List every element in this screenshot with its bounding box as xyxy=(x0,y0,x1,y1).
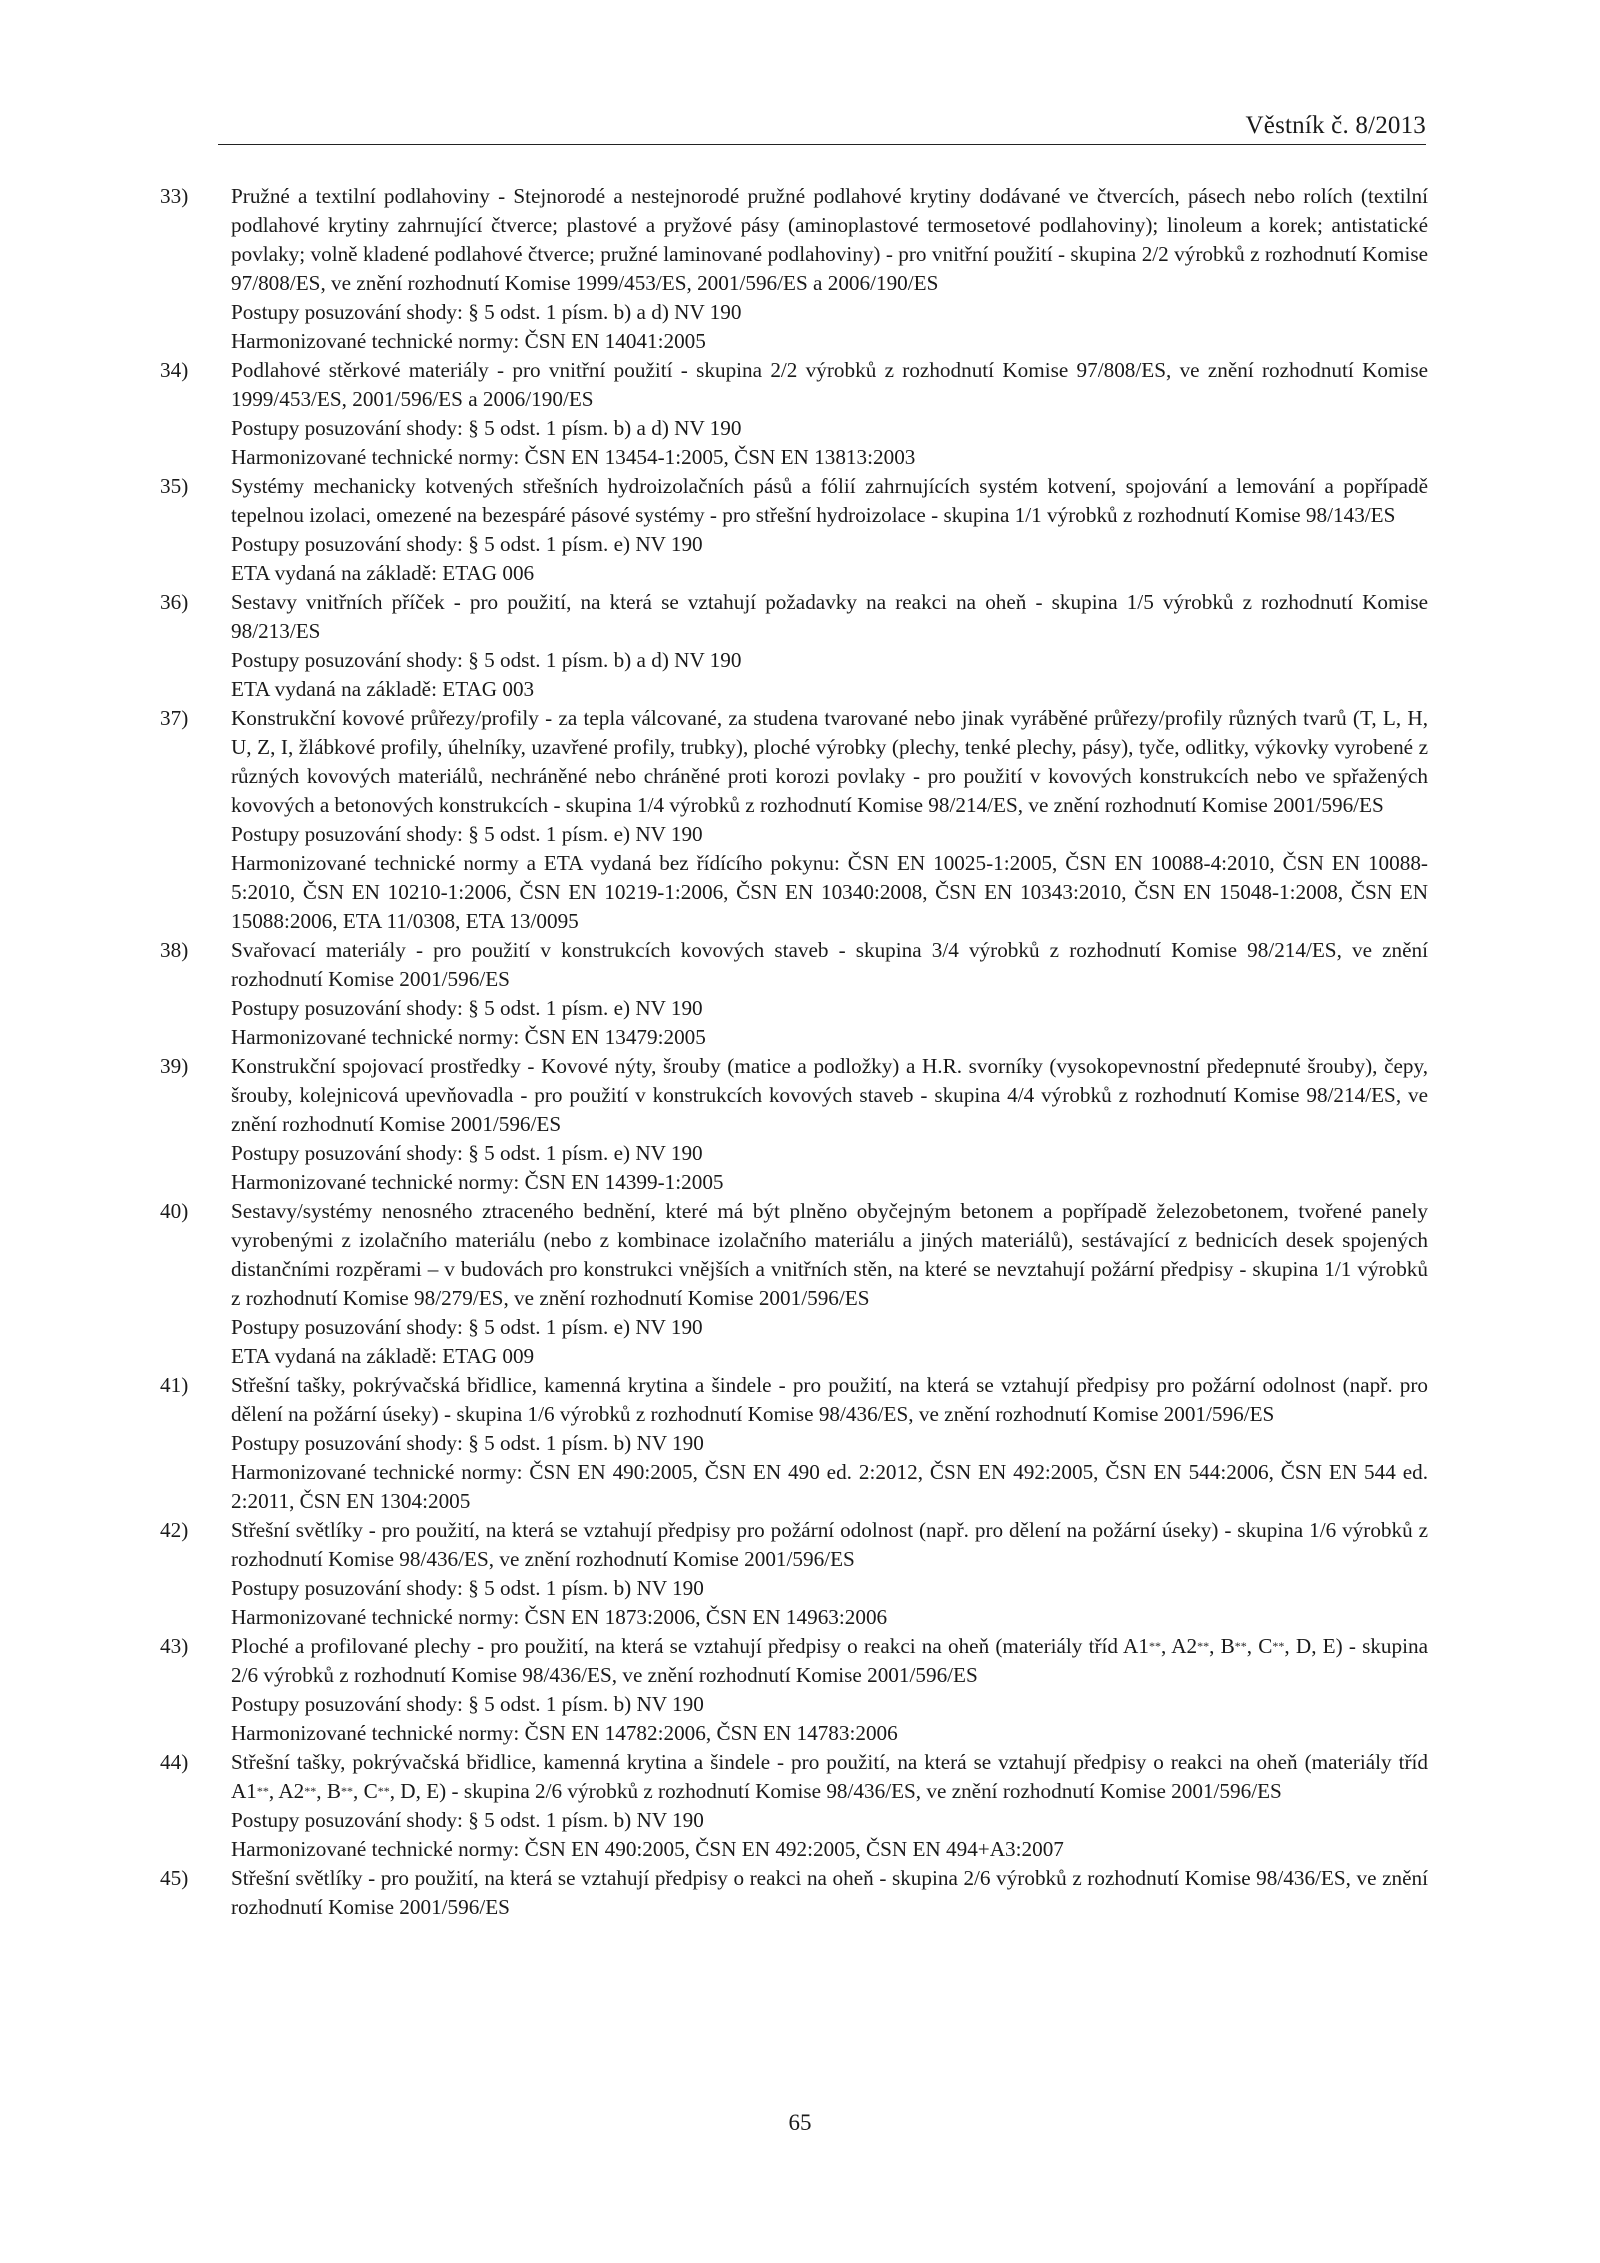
conformity-procedure: Postupy posuzování shody: § 5 odst. 1 písm. e) NV 190 xyxy=(231,532,703,556)
standards-reference: ETA vydaná na základě: ETAG 003 xyxy=(231,677,535,701)
conformity-procedure: Postupy posuzování shody: § 5 odst. 1 písm. b) NV 190 xyxy=(231,1692,704,1716)
item-number: 34) xyxy=(160,358,189,382)
conformity-procedure: Postupy posuzování shody: § 5 odst. 1 písm. b) a d) NV 190 xyxy=(231,648,742,672)
standards-reference: Harmonizované technické normy: ČSN EN 14041:2005 xyxy=(231,329,706,353)
conformity-procedure: Postupy posuzování shody: § 5 odst. 1 písm. b) NV 190 xyxy=(231,1576,704,1600)
list-item xyxy=(160,1516,1428,1632)
standards-reference: Harmonizované technické normy: ČSN EN 490:2005, ČSN EN 492:2005, ČSN EN 494+A3:2007 xyxy=(231,1837,1064,1861)
list-item xyxy=(160,1864,1428,1922)
standards-reference: Harmonizované technické normy: ČSN EN 14399-1:2005 xyxy=(231,1170,724,1194)
conformity-procedure: Postupy posuzování shody: § 5 odst. 1 písm. b) a d) NV 190 xyxy=(231,300,742,324)
list-item xyxy=(160,182,1428,356)
item-description: Střešní tašky, pokrývačská břidlice, kamenná krytina a šindele - pro použití, na která se vztahují předpisy pro požární odolnost (např. pro dělení na požární úseky) - skupina 1/6 výrobků z rozhodnutí Komise 98/436/ES, ve znění rozhodnutí Komise 2001/596/ES xyxy=(231,1373,1428,1426)
item-description: Konstrukční spojovací prostředky - Kovové nýty, šrouby (matice a podložky) a H.R. svorníky (vysokopevnostní předepnuté šrouby), čepy, šrouby, kolejnicová upevňovadla - pro použití v konstrukcích kovových staveb - skupina 4/4 výrobků z rozhodnutí Komise 98/214/ES, ve znění rozhodnutí Komise 2001/596/ES xyxy=(231,1054,1428,1136)
standards-reference: Harmonizované technické normy a ETA vydaná bez řídícího pokynu: ČSN EN 10025-1:2005, ČSN EN 10088-4:2010, ČSN EN 10088-5:2010, ČSN EN 10210-1:2006, ČSN EN 10219-1:2006, ČSN EN 10340:2008, ČSN EN 10343:2010, ČSN EN 15048-1:2008, ČSN EN 15088:2006, ETA 11/0308, ETA 13/0095 xyxy=(231,851,1428,933)
item-number: 40) xyxy=(160,1199,189,1223)
item-list xyxy=(160,182,1428,1922)
journal-title: Věstník č. 8/2013 xyxy=(1245,112,1426,139)
conformity-procedure: Postupy posuzování shody: § 5 odst. 1 písm. b) NV 190 xyxy=(231,1431,704,1455)
item-number: 37) xyxy=(160,706,189,730)
item-number: 41) xyxy=(160,1373,189,1397)
item-number: 38) xyxy=(160,938,189,962)
list-item xyxy=(160,588,1428,704)
item-description: Střešní světlíky - pro použití, na která se vztahují předpisy o reakci na oheň - skupina 2/6 výrobků z rozhodnutí Komise 98/436/ES, ve znění rozhodnutí Komise 2001/596/ES xyxy=(231,1866,1428,1919)
list-item xyxy=(160,1748,1428,1864)
item-description: Konstrukční kovové průřezy/profily - za tepla válcované, za studena tvarované nebo jinak vyráběné průřezy/profily různých tvarů (T, L, H, U, Z, I, žlábkové profily, úhelníky, uzavřené profily, trubky), ploché výrobky (plechy, tenké plechy, pásy), tyče, odlitky, výkovky vyrobené z různých kovových materiálů, nechráněné nebo chráněné proti korozi povlaky - pro použití v kovových konstrukcích nebo ve spřažených kovových a betonových konstrukcích - skupina 1/4 výrobků z rozhodnutí Komise 98/214/ES, ve znění rozhodnutí Komise 2001/596/ES xyxy=(231,706,1428,817)
item-description: Střešní světlíky - pro použití, na která se vztahují předpisy pro požární odolnost (např. pro dělení na požární úseky) - skupina 1/6 výrobků z rozhodnutí Komise 98/436/ES, ve znění rozhodnutí Komise 2001/596/ES xyxy=(231,1518,1428,1571)
standards-reference: Harmonizované technické normy: ČSN EN 14782:2006, ČSN EN 14783:2006 xyxy=(231,1721,898,1745)
list-item xyxy=(160,704,1428,936)
item-description: Střešní tašky, pokrývačská břidlice, kamenná krytina a šindele - pro použití, na která se vztahují předpisy o reakci na oheň (materiály tříd A1**, A2**, B**, C**, D, E) - skupina 2/6 výrobků z rozhodnutí Komise 98/436/ES, ve znění rozhodnutí Komise 2001/596/ES xyxy=(231,1750,1428,1803)
list-item xyxy=(160,1197,1428,1371)
conformity-procedure: Postupy posuzování shody: § 5 odst. 1 písm. e) NV 190 xyxy=(231,996,703,1020)
standards-reference: Harmonizované technické normy: ČSN EN 490:2005, ČSN EN 490 ed. 2:2012, ČSN EN 492:2005, ČSN EN 544:2006, ČSN EN 544 ed. 2:2011, ČSN EN 1304:2005 xyxy=(231,1460,1428,1513)
conformity-procedure: Postupy posuzování shody: § 5 odst. 1 písm. e) NV 190 xyxy=(231,822,703,846)
item-description: Sestavy/systémy nenosného ztraceného bednění, které má být plněno obyčejným betonem a popřípadě železobetonem, tvořené panely vyrobenými z izolačního materiálu (nebo z kombinace izolačního materiálu a jiných materiálů), sestávající z bednicích desek spojených distančními rozpěrami – v budovách pro konstrukci vnějších a vnitřních stěn, na které se nevztahují požární předpisy - skupina 1/1 výrobků z rozhodnutí Komise 98/279/ES, ve znění rozhodnutí Komise 2001/596/ES xyxy=(231,1199,1428,1310)
item-number: 42) xyxy=(160,1518,189,1542)
conformity-procedure: Postupy posuzování shody: § 5 odst. 1 písm. e) NV 190 xyxy=(231,1315,703,1339)
item-description: Pružné a textilní podlahoviny - Stejnorodé a nestejnorodé pružné podlahové krytiny dodávané ve čtvercích, pásech nebo rolích (textilní podlahové krytiny zahrnující čtverce; plastové a pryžové pásy (aminoplastové termosetové podlahoviny); linoleum a korek; antistatické povlaky; volně kladené podlahové čtverce; pružné laminované podlahoviny) - pro vnitřní použití - skupina 2/2 výrobků z rozhodnutí Komise 97/808/ES, ve znění rozhodnutí Komise 1999/453/ES, 2001/596/ES a 2006/190/ES xyxy=(231,184,1428,295)
standards-reference: Harmonizované technické normy: ČSN EN 1873:2006, ČSN EN 14963:2006 xyxy=(231,1605,888,1629)
page-header xyxy=(218,110,1426,145)
list-item xyxy=(160,472,1428,588)
item-number: 45) xyxy=(160,1866,189,1890)
item-number: 39) xyxy=(160,1054,189,1078)
conformity-procedure: Postupy posuzování shody: § 5 odst. 1 písm. b) NV 190 xyxy=(231,1808,704,1832)
item-number: 36) xyxy=(160,590,189,614)
item-description: Podlahové stěrkové materiály - pro vnitřní použití - skupina 2/2 výrobků z rozhodnutí Komise 97/808/ES, ve znění rozhodnutí Komise 1999/453/ES, 2001/596/ES a 2006/190/ES xyxy=(231,358,1428,411)
standards-reference: Harmonizované technické normy: ČSN EN 13454-1:2005, ČSN EN 13813:2003 xyxy=(231,445,916,469)
item-description: Ploché a profilované plechy - pro použití, na která se vztahují předpisy o reakci na oheň (materiály tříd A1**, A2**, B**, C**, D, E) - skupina 2/6 výrobků z rozhodnutí Komise 98/436/ES, ve znění rozhodnutí Komise 2001/596/ES xyxy=(231,1634,1429,1687)
list-item xyxy=(160,356,1428,472)
standards-reference: Harmonizované technické normy: ČSN EN 13479:2005 xyxy=(231,1025,706,1049)
item-description: Svařovací materiály - pro použití v konstrukcích kovových staveb - skupina 3/4 výrobků z rozhodnutí Komise 98/214/ES, ve znění rozhodnutí Komise 2001/596/ES xyxy=(231,938,1428,991)
conformity-procedure: Postupy posuzování shody: § 5 odst. 1 písm. b) a d) NV 190 xyxy=(231,416,742,440)
item-description: Sestavy vnitřních příček - pro použití, na která se vztahují požadavky na reakci na oheň - skupina 1/5 výrobků z rozhodnutí Komise 98/213/ES xyxy=(231,590,1428,643)
standards-reference: ETA vydaná na základě: ETAG 009 xyxy=(231,1344,535,1368)
conformity-procedure: Postupy posuzování shody: § 5 odst. 1 písm. e) NV 190 xyxy=(231,1141,703,1165)
standards-reference: ETA vydaná na základě: ETAG 006 xyxy=(231,561,535,585)
item-number: 44) xyxy=(160,1750,189,1774)
list-item xyxy=(160,1052,1428,1197)
list-item xyxy=(160,1632,1428,1748)
item-number: 33) xyxy=(160,184,189,208)
list-item xyxy=(160,936,1428,1052)
item-number: 35) xyxy=(160,474,189,498)
list-item xyxy=(160,1371,1428,1516)
item-number: 43) xyxy=(160,1634,189,1658)
page-number: 65 xyxy=(788,2110,812,2135)
item-description: Systémy mechanicky kotvených střešních hydroizolačních pásů a fólií zahrnujících systém kotvení, spojování a lemování a popřípadě tepelnou izolaci, omezené na bezespáré pásové systémy - pro střešní hydroizolace - skupina 1/1 výrobků z rozhodnutí Komise 98/143/ES xyxy=(231,474,1428,527)
